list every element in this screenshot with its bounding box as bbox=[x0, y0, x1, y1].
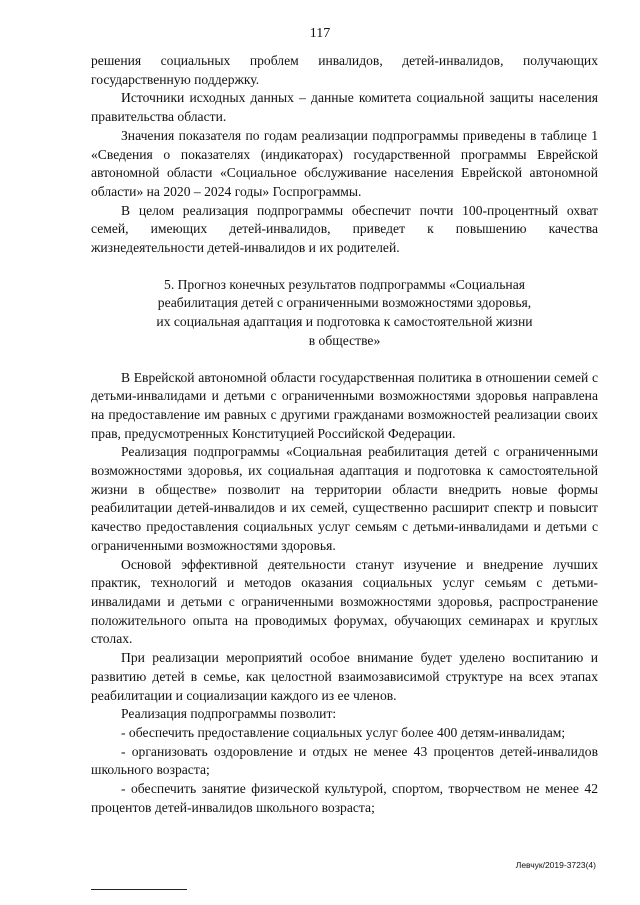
paragraph: При реализации мероприятий особое внимание будет уделено воспитанию и развитию детей в семье, как целостной взаимозависимой структуре на всех этапах реабилитации и социализации каждого из ее членов. bbox=[91, 650, 598, 703]
section-heading-line: 5. Прогноз конечных результатов подпрограммы «Социальная bbox=[164, 276, 525, 292]
paragraph: Реализация подпрограммы «Социальная реабилитация детей с ограниченными возможностями здоровья, их социальная адаптация и подготовка к самостоятельной жизни в обществе» позволит на территории области внедрить новые формы реабилитации детей-инвалидов и их семей, существенно расширит спектр и повысит качество предоставления социальных услуг семьям с детьми-инвалидами и детьми с ограниченными возможностями здоровья. bbox=[91, 444, 598, 553]
paragraph: Значения показателя по годам реализации подпрограммы приведены в таблице 1 «Сведения о показателях (индикаторах) государственной программы Еврейской автономной области «Социальное обслуживание населения Еврейской автономной области» на 2020 – 2024 годы» Госпрограммы. bbox=[91, 127, 598, 199]
section-heading-line: их социальная адаптация и подготовка к самостоятельной жизни bbox=[156, 314, 533, 330]
paragraph: В целом реализация подпрограммы обеспечит почти 100-процентный охват семей, имеющих детей-инвалидов, приведет к повышению качества жизнедеятельности детей-инвалидов и их родителей. bbox=[91, 202, 598, 256]
section-heading-line: в обществе» bbox=[308, 332, 381, 348]
paragraph: Основой эффективной деятельности станут изучение и внедрение лучших практик, технологий и методов оказания социальных услуг семьям с детьми-инвалидами и детьми с ограниченными возможностями здоровья, распространение положительного опыта на проводимых форумах, обучающих семинарах и круглых столах. bbox=[91, 556, 598, 647]
document-code: Левчук/2019-3723(4) bbox=[515, 860, 596, 870]
paragraph: В Еврейской автономной области государственная политика в отношении семей с детьми-инвалидами и детьми с ограниченными возможностями здоровья направлена на предоставление им равных с другими гражданами возможностей реализации своих прав, предусмотренных Конституцией Российской Федерации. bbox=[91, 369, 598, 441]
page-number: 117 bbox=[309, 26, 331, 41]
section-heading bbox=[91, 276, 598, 351]
list-item: - организовать оздоровление и отдых не менее 43 процентов детей-инвалидов школьного возраста; bbox=[91, 743, 598, 778]
paragraph: Реализация подпрограммы позволит: bbox=[121, 706, 337, 722]
list-item: - обеспечить занятие физической культурой, спортом, творчеством не менее 42 процентов детей-инвалидов школьного возраста; bbox=[91, 781, 598, 815]
footnote-divider bbox=[91, 889, 187, 890]
document-body bbox=[91, 52, 598, 817]
section-heading-line: реабилитация детей с ограниченными возможностями здоровья, bbox=[157, 295, 532, 311]
paragraph: решения социальных проблем инвалидов, детей-инвалидов, получающих государственную поддержку. bbox=[91, 53, 598, 87]
list-item: - обеспечить предоставление социальных услуг более 400 детям-инвалидам; bbox=[121, 724, 566, 740]
paragraph: Источники исходных данных – данные комитета социальной защиты населения правительства области. bbox=[91, 90, 598, 125]
